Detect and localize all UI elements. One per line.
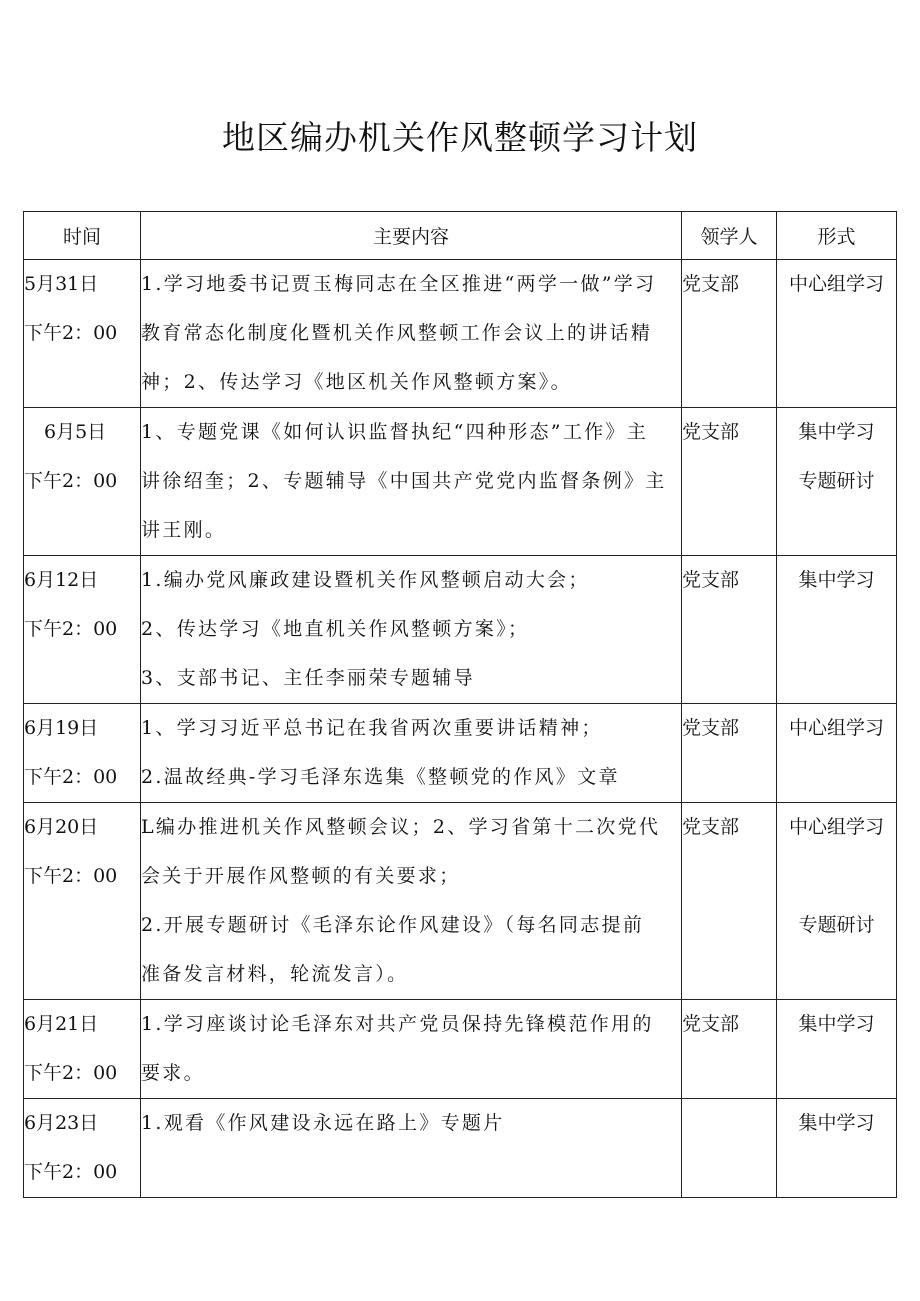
content-line: 1.学习座谈讨论毛泽东对共产党员保持先锋模范作用的 [141,1013,654,1035]
leader-cell [682,260,777,408]
row-time: 下午2：00 [24,470,118,492]
row-form: 集中学习 [798,569,875,591]
content-line: 会关于开展作风整顿的有关要求； [141,865,461,887]
row-leader: 党支部 [682,421,740,443]
time-cell [24,1000,141,1099]
row-leader: 党支部 [682,1013,740,1035]
row-time: 下午2：00 [24,865,118,887]
form-cell [777,803,897,1000]
content-line: 3、支部书记、主任李丽荣专题辅导 [141,667,475,689]
time-cell [24,803,141,1000]
row-form: 专题研讨 [798,470,875,492]
row-date: 6月12日 [24,569,99,591]
row-time: 下午2：00 [24,766,118,788]
row-leader: 党支部 [682,569,740,591]
row-form: 集中学习 [798,1013,875,1035]
table-row [24,803,897,1000]
content-line: 1.观看《作风建设永远在路上》专题片 [141,1112,505,1134]
form-cell [777,556,897,704]
leader-cell [682,803,777,1000]
header-leader: 领学人 [682,212,777,260]
row-date: 6月5日 [44,421,107,443]
time-cell [24,704,141,803]
content-line: 讲徐绍奎；2、专题辅导《中国共产党党内监督条例》主 [141,470,667,492]
leader-cell [682,1099,777,1198]
content-line: 教育常态化制度化暨机关作风整顿工作会议上的讲话精 [141,322,653,344]
row-form: 中心组学习 [788,717,884,739]
leader-cell [682,408,777,556]
content-line: 2.温故经典-学习毛泽东选集《整顿党的作风》文章 [141,766,620,788]
content-line: 1、专题党课《如何认识监督执纪“四种形态”工作》主 [141,421,649,443]
content-line: 准备发言材料，轮流发言）。 [141,963,409,985]
content-line: 2、传达学习《地直机关作风整顿方案》； [141,618,530,640]
time-cell [24,1099,141,1198]
content-line: 2.开展专题研讨《毛泽东论作风建设》（每名同志提前 [141,914,645,936]
content-line: 要求。 [141,1062,205,1084]
content-cell [141,704,682,803]
table-row [24,408,897,556]
row-form: 专题研讨 [798,914,875,936]
table-row [24,260,897,408]
header-content: 主要内容 [141,212,682,260]
table-row [24,556,897,704]
content-cell [141,803,682,1000]
study-plan-table [23,211,897,1198]
content-cell [141,1099,682,1198]
row-time: 下午2：00 [24,1161,118,1183]
row-form: 中心组学习 [788,273,884,295]
row-date: 6月21日 [24,1013,99,1035]
content-cell [141,556,682,704]
content-line: 讲王刚。 [141,519,227,541]
form-cell [777,1000,897,1099]
header-time: 时间 [24,212,141,260]
row-time: 下午2：00 [24,1062,118,1084]
row-leader: 党支部 [682,717,740,739]
form-spacer [777,852,896,901]
table-header-row [24,212,897,260]
content-line: 1.编办党风廉政建设暨机关作风整顿启动大会； [141,569,590,591]
row-time: 下午2：00 [24,322,118,344]
row-leader: 党支部 [682,273,740,295]
table-row [24,1099,897,1198]
form-cell [777,408,897,556]
header-form: 形式 [777,212,897,260]
content-line: L编办推进机关作风整顿会议；2、学习省第十二次党代 [141,816,661,838]
content-line: 1、学习习近平总书记在我省两次重要讲话精神； [141,717,603,739]
content-cell [141,260,682,408]
form-cell [777,260,897,408]
leader-cell [682,1000,777,1099]
row-date: 5月31日 [24,273,99,295]
content-line: 神；2、传达学习《地区机关作风整顿方案》。 [141,371,572,393]
row-leader: 党支部 [682,816,740,838]
row-date: 6月19日 [24,717,99,739]
content-line: 1.学习地委书记贾玉梅同志在全区推进“两学一做”学习 [141,273,657,295]
form-cell [777,1099,897,1198]
content-cell [141,408,682,556]
leader-cell [682,556,777,704]
form-cell [777,704,897,803]
time-cell [24,260,141,408]
row-time: 下午2：00 [24,618,118,640]
row-date: 6月20日 [24,816,99,838]
table-row [24,704,897,803]
leader-cell [682,704,777,803]
row-date: 6月23日 [24,1112,99,1134]
row-form: 中心组学习 [788,816,884,838]
content-cell [141,1000,682,1099]
time-cell [24,408,141,556]
row-form: 集中学习 [798,1112,875,1134]
time-cell [24,556,141,704]
row-form: 集中学习 [798,421,875,443]
table-row [24,1000,897,1099]
page-title: 地区编办机关作风整顿学习计划 [222,118,698,157]
